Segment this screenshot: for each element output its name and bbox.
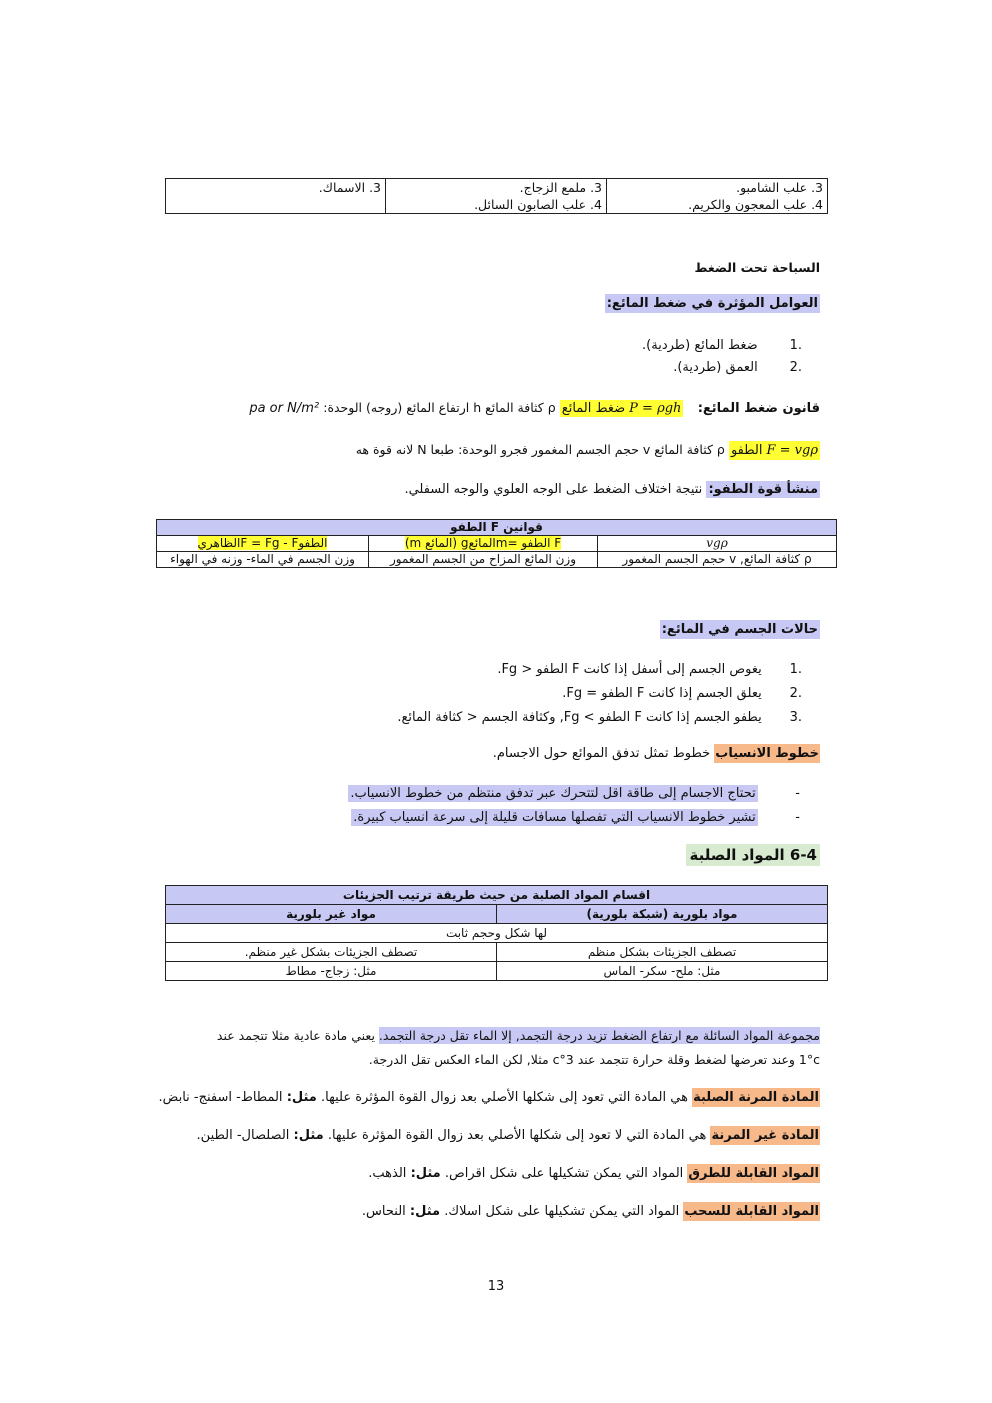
buoyancy-origin-label: منشأ قوة الطفو: — [708, 482, 818, 497]
laws-cell-formula: F الطفو =mالمائعg (المائع m) — [404, 536, 562, 550]
states-heading: حالات الجسم في المائع: — [661, 622, 818, 637]
page-number: 13 — [487, 1279, 505, 1294]
buoyancy-law — [160, 442, 820, 458]
definition-term: المادة غير المرنة — [711, 1128, 819, 1143]
top-table — [165, 178, 828, 214]
section-title: السباحة تحت الضغط — [694, 260, 820, 275]
item-text: يطفو الجسم إذا كانت F الطفو > Fg, وكثافة الجسم < كثافة المائع. — [397, 710, 762, 725]
definition-example-label: مثل: — [410, 1166, 441, 1181]
buoyancy-formula: F = vgρ — [766, 443, 818, 458]
top-table-cell: 4. علب المعجون والكريم. — [688, 197, 823, 212]
definition-text: المواد التي يمكن تشكيلها على شكل اقراص. — [444, 1166, 684, 1181]
solids-heading-row — [160, 846, 820, 864]
item-number: .2 — [789, 686, 802, 701]
streamlines-bullet-1 — [160, 786, 800, 801]
definition-text: هي المادة التي لا تعود إلى شكلها الأصلي بعد زوال القوة المؤثرة عليها. — [327, 1128, 707, 1143]
top-table-col1 — [607, 179, 828, 214]
solids-heading: 6-4 المواد الصلبة — [686, 844, 820, 866]
solids-shared: لها شكل وحجم ثابت — [166, 924, 828, 943]
streamlines-def — [160, 746, 820, 761]
factors-heading-row — [160, 296, 820, 311]
solids-cell: تصطف الجزيئات بشكل غير منظم. — [166, 943, 497, 962]
item-number: .2 — [789, 360, 802, 375]
paragraph-highlight: مجموعة المواد السائلة مع ارتفاع الضغط تزيد درجة التجمد, إلا الماء تقل درجة التجمد. — [378, 1028, 820, 1043]
definition-example-label: مثل: — [286, 1090, 317, 1105]
solids-table — [165, 885, 828, 981]
definition-inelastic — [160, 1128, 820, 1143]
definition-example: المطاط- اسفنج- نابض. — [158, 1090, 283, 1105]
definition-text: المواد التي يمكن تشكيلها على شكل اسلاك. — [444, 1204, 680, 1219]
states-item-1 — [160, 662, 802, 677]
laws-cell: vgρ — [598, 536, 837, 552]
definition-malleable — [160, 1166, 820, 1181]
definition-example-label: مثل: — [409, 1204, 441, 1219]
definition-example: الصلصال- الطين. — [196, 1128, 290, 1143]
item-text: يغوص الجسم إلى أسفل إذا كانت F الطفو < Fg. — [497, 662, 762, 677]
bullet-mark: - — [795, 786, 800, 801]
laws-cell: وزن المائع المزاح من الجسم المغمور — [369, 552, 598, 568]
pressure-rest: ρ كثافة المائع h ارتفاع المائع (روجه) الوحدة: — [323, 400, 556, 415]
states-heading-row — [160, 622, 820, 637]
definition-elastic — [160, 1090, 820, 1105]
definition-term: المواد القابلة للطرق — [688, 1166, 819, 1181]
bullet-text: تحتاج الاجسام إلى طاقة اقل لتتحرك عبر تدفق منتظم من خطوط الانسياب. — [350, 786, 756, 801]
definition-text: هي المادة التي تعود إلى شكلها الأصلي بعد زوال القوة المؤثرة عليها. — [321, 1090, 688, 1105]
top-table-cell: 3. علب الشامبو. — [736, 180, 823, 195]
buoyancy-origin-text: نتيجة اختلاف الضغط على الوجه العلوي والوجه السفلي. — [404, 482, 703, 497]
definition-example: الذهب. — [368, 1166, 407, 1181]
pressure-law — [160, 400, 820, 416]
laws-cell — [157, 536, 369, 552]
laws-cell-formula: الطفوF = Fg - Fالظاهري — [197, 536, 328, 550]
item-text: يعلق الجسم إذا كانت F الطفو = Fg. — [562, 686, 762, 701]
item-text: العمق (طردية). — [673, 360, 758, 375]
streamlines-label: خطوط الانسياب — [715, 746, 819, 761]
item-number: .1 — [789, 338, 802, 353]
streamlines-text: خطوط تمثل تدفق الموائع حول الاجسام. — [492, 746, 711, 761]
bullet-mark: - — [795, 810, 800, 825]
laws-cell: وزن الجسم في الماء- وزنه في الهواء — [157, 552, 369, 568]
pressure-formula: P = ρgh — [629, 401, 682, 416]
buoyancy-highlight: الطفو — [730, 443, 763, 458]
top-table-cell: 3. ملمع الزجاج. — [519, 180, 602, 195]
buoyancy-rest: ρ كثافة المائع v حجم الجسم المغمور فجرو الوحدة: طبعا N لانه قوة هه — [355, 442, 725, 457]
factors-item-1 — [160, 338, 802, 353]
item-number: .1 — [789, 662, 802, 677]
laws-cell: ρ كثافة المائع, v حجم الجسم المغمور — [598, 552, 837, 568]
states-item-3 — [160, 710, 802, 725]
top-table-col2 — [386, 179, 607, 214]
item-number: .3 — [789, 710, 802, 725]
paragraph-line1b: يعني مادة عادية مثلا تتجمد عند — [216, 1028, 375, 1043]
solids-cell: مثل: زجاج- مطاط — [166, 962, 497, 981]
item-text: ضغط المائع (طردية). — [642, 338, 758, 353]
definition-ductile — [160, 1204, 820, 1219]
pressure-law-label: قانون ضغط المائع: — [697, 401, 820, 416]
definition-term: المواد القابلة للسحب — [684, 1204, 819, 1219]
states-item-2 — [160, 686, 802, 701]
solids-table-header: اقسام المواد الصلبة من حيث طريقة ترتيب الجزيئات — [166, 886, 828, 905]
paragraph-line-1 — [160, 1028, 820, 1043]
factors-item-2 — [160, 360, 802, 375]
pressure-highlight: ضغط المائع — [561, 401, 626, 416]
solids-cell: مثل: ملح- سكر- الماس — [497, 962, 828, 981]
bullet-text: تشير خطوط الانسياب التي تفصلها مسافات قليلة إلى سرعة انسياب كبيرة. — [353, 810, 756, 825]
laws-cell — [369, 536, 598, 552]
top-table-cell: 3. الاسماك. — [318, 180, 381, 195]
solids-col-amorphous: مواد غير بلورية — [166, 905, 497, 924]
laws-table — [156, 519, 837, 568]
top-table-col3 — [166, 179, 386, 214]
laws-table-header: قوانين F الطفو — [157, 520, 837, 536]
pressure-unit: pa or N/m² — [249, 401, 320, 416]
paragraph-line-2: 1°c وعند تعرضها لضغط وقلة حرارة تتجمد عند 3°c مثلا, لكن الماء العكس تقل الدرجة. — [368, 1052, 820, 1067]
solids-cell: تصطف الجزيئات بشكل منظم — [497, 943, 828, 962]
top-table-cell: 4. علب الصابون السائل. — [474, 197, 602, 212]
definition-example: النحاس. — [361, 1204, 406, 1219]
definition-term: المادة المرنة الصلبة — [693, 1090, 819, 1105]
factors-heading: العوامل المؤثرة في ضغط المائع: — [606, 296, 818, 311]
streamlines-bullet-2 — [160, 810, 800, 825]
buoyancy-origin — [160, 482, 820, 497]
definition-example-label: مثل: — [293, 1128, 324, 1143]
solids-col-crystalline: مواد بلورية (شبكة بلورية) — [497, 905, 828, 924]
